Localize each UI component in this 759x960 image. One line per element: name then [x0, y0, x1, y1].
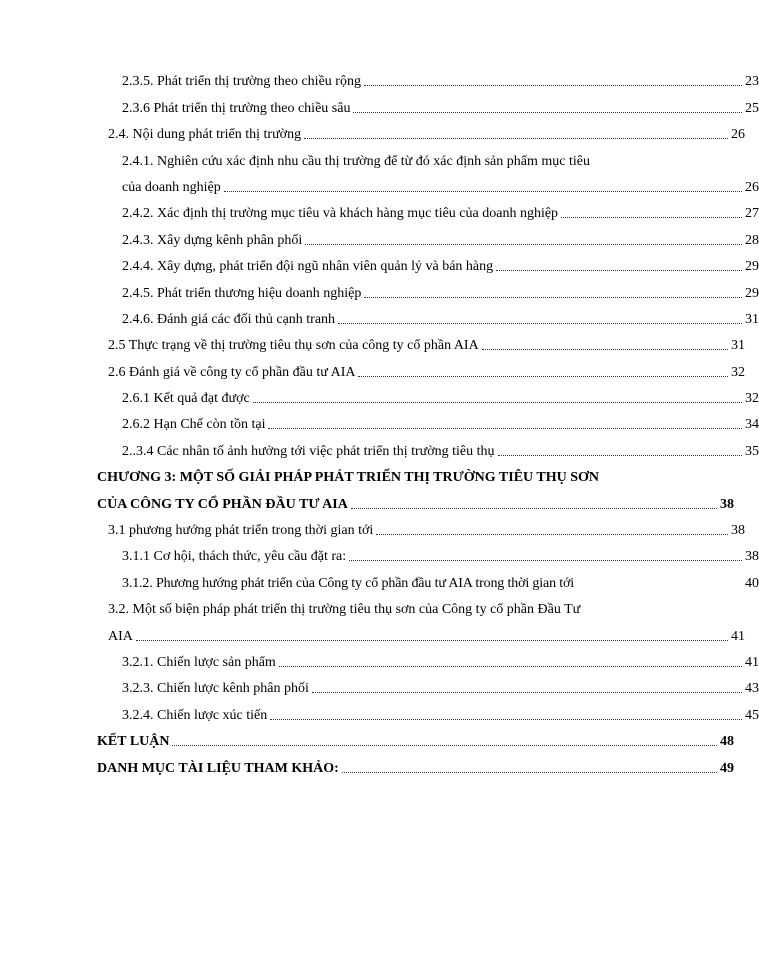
toc-entry-title: 2..3.4 Các nhân tố ảnh hưởng tới việc phát triển thị trường tiêu thụ: [122, 443, 495, 459]
toc-entry-page: 41: [731, 628, 745, 644]
dot-leader: [172, 745, 717, 746]
toc-entry-page: 40: [745, 575, 759, 591]
toc-entry-page: 23: [745, 74, 759, 90]
toc-chapter-3-line1: [0, 460, 734, 486]
dot-leader: [338, 323, 742, 324]
toc-entry-page: 26: [731, 127, 745, 143]
toc-entry-title: 2.6.1 Kết quả đạt được: [122, 391, 250, 407]
toc-entry-title: 3.1.2. Phương hướng phát triển của Công ty cổ phần đầu tư AIA trong thời gian tới: [122, 575, 575, 591]
toc-entry-page: 25: [745, 100, 759, 116]
toc-entry-title: 2.6.2 Hạn Chế còn tồn tại: [122, 417, 266, 433]
toc-entry-page: 31: [731, 338, 745, 354]
toc-entry-3-2-4: [0, 697, 759, 723]
toc-entry-2-6: [0, 354, 745, 380]
toc-entry-3-1-2: [0, 565, 759, 591]
toc-entry-title: 2.3.5. Phát triển thị trường theo chiều rộng: [122, 74, 361, 90]
toc-entry-page: 43: [745, 681, 759, 697]
toc-entry-2-4-2: [0, 196, 759, 222]
toc-entry-title: 3.2.1. Chiến lược sản phẩm: [122, 654, 276, 670]
toc-entry-3-2-1: [0, 645, 759, 671]
toc-entry-title: 2.4. Nội dung phát triển thị trường: [108, 127, 302, 143]
dot-leader: [312, 692, 742, 693]
dot-leader: [364, 85, 742, 86]
dot-leader: [353, 112, 742, 113]
toc-entry-title: 2.5 Thực trạng về thị trường tiêu thụ sơn của công ty cổ phần AIA: [108, 338, 479, 354]
dot-leader: [351, 508, 717, 509]
dot-leader: [364, 297, 742, 298]
toc-chapter-title: CHƯƠNG 3: MỘT SỐ GIẢI PHÁP PHÁT TRIỂN THỊ TRƯỜNG TIÊU THỤ SƠN: [97, 470, 600, 486]
toc-entry-page: 27: [745, 206, 759, 222]
toc-entry-page: 35: [745, 443, 759, 459]
dot-leader: [304, 138, 728, 139]
toc-entry-page: 38: [720, 496, 734, 512]
toc-entry-page: 38: [745, 549, 759, 565]
dot-leader: [305, 244, 742, 245]
toc-entry-page: 48: [720, 734, 734, 750]
toc-entry-title: 3.1.1 Cơ hội, thách thức, yêu cầu đặt ra:: [122, 549, 347, 565]
toc-entry-2-4-3: [0, 222, 759, 248]
toc-entry-title: 2.3.6 Phát triển thị trường theo chiều sâu: [122, 100, 351, 116]
toc-entry-3-1: [0, 513, 745, 539]
toc-entry-2-6-2: [0, 407, 759, 433]
toc-entry-page: 29: [745, 285, 759, 301]
dot-leader: [224, 191, 742, 192]
toc-entry-title-continued: AIA: [108, 628, 133, 644]
toc-entry-2-6-1: [0, 381, 759, 407]
dot-leader: [376, 534, 728, 535]
toc-chapter-3: [0, 486, 734, 512]
dot-leader: [279, 666, 742, 667]
dot-leader: [342, 772, 717, 773]
dot-leader: [561, 217, 742, 218]
toc-entry-page: 49: [720, 760, 734, 776]
toc-entry-title: 2.4.5. Phát triển thương hiệu doanh nghiệp: [122, 285, 362, 301]
toc-entry-page: 26: [745, 179, 759, 195]
toc-entry-2-4-5: [0, 275, 759, 301]
toc-entry-2-3-4: [0, 433, 759, 459]
toc-entry-title: 3.2.3. Chiến lược kênh phân phối: [122, 681, 309, 697]
dot-leader: [253, 402, 742, 403]
dot-leader: [498, 455, 742, 456]
toc-entry-2-4: [0, 117, 745, 143]
dot-leader: [349, 560, 742, 561]
toc-entry-2-5: [0, 328, 745, 354]
toc-entry-title: 2.4.4. Xây dựng, phát triển đội ngũ nhân viên quản lý và bán hàng: [122, 259, 494, 275]
toc-entry-title: 2.4.3. Xây dựng kênh phân phối: [122, 232, 303, 248]
toc-entry-2-4-6: [0, 302, 759, 328]
dot-leader: [358, 376, 728, 377]
toc-entry-title: DANH MỤC TÀI LIỆU THAM KHẢO:: [97, 760, 339, 776]
toc-entry-2-3-5: [0, 64, 759, 90]
table-of-contents: [0, 64, 759, 777]
toc-entry-page: 38: [731, 523, 745, 539]
toc-entry-3-2-line1: [0, 592, 745, 618]
toc-entry-title: 3.2.4. Chiến lược xúc tiến: [122, 707, 268, 723]
toc-entry-3-1-1: [0, 539, 759, 565]
toc-entry-3-2-3: [0, 671, 759, 697]
toc-entry-2-4-1-line1: [0, 143, 759, 169]
toc-entry-2-4-1: [0, 170, 759, 196]
toc-entry-2-3-6: [0, 90, 759, 116]
toc-entry-page: 34: [745, 417, 759, 433]
toc-entry-page: 31: [745, 311, 759, 327]
toc-entry-title: KẾT LUẬN: [97, 734, 170, 750]
toc-chapter-title-continued: CỦA CÔNG TY CỔ PHẦN ĐẦU TƯ AIA: [97, 496, 348, 512]
toc-entry-2-4-4: [0, 249, 759, 275]
toc-conclusion: [0, 724, 734, 750]
dot-leader: [496, 270, 742, 271]
toc-entry-title: 3.1 phương hướng phát triển trong thời gian tới: [108, 523, 374, 539]
toc-entry-title: 2.4.1. Nghiên cứu xác định nhu cầu thị trường để từ đó xác định sản phẩm mục tiêu: [122, 153, 590, 169]
toc-entry-title: 2.6 Đánh giá về công ty cổ phần đầu tư AIA: [108, 364, 356, 380]
toc-entry-page: 32: [731, 364, 745, 380]
toc-entry-title: 2.4.2. Xác định thị trường mục tiêu và khách hàng mục tiêu của doanh nghiệp: [122, 206, 559, 222]
toc-entry-title: 2.4.6. Đánh giá các đối thủ cạnh tranh: [122, 311, 336, 327]
toc-entry-page: 45: [745, 707, 759, 723]
dot-leader: [136, 640, 728, 641]
toc-entry-page: 29: [745, 259, 759, 275]
toc-references: [0, 750, 734, 776]
toc-entry-page: 28: [745, 232, 759, 248]
dot-leader: [268, 428, 742, 429]
dot-leader: [270, 719, 742, 720]
toc-entry-page: 32: [745, 391, 759, 407]
dot-leader: [482, 349, 728, 350]
toc-entry-title: 3.2. Một số biện pháp phát triển thị trường tiêu thụ sơn của Công ty cổ phần Đầu Tư: [108, 602, 581, 618]
toc-entry-3-2: [0, 618, 745, 644]
toc-entry-page: 41: [745, 654, 759, 670]
toc-entry-title-continued: của doanh nghiệp: [122, 179, 221, 195]
